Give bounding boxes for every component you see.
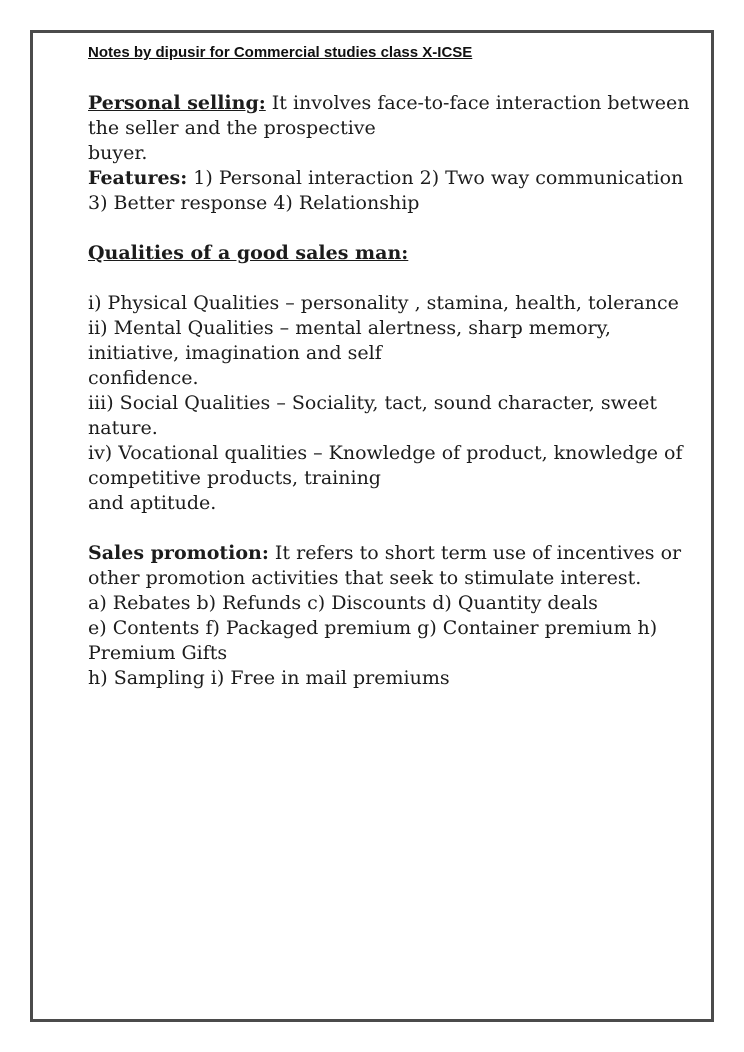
sales-promotion-line-5: Premium Gifts xyxy=(88,642,228,664)
paragraph-qualities xyxy=(88,291,699,516)
paragraph-sales-promotion xyxy=(88,541,699,691)
qualities-line-6: nature. xyxy=(88,417,158,439)
page-content xyxy=(88,44,699,691)
personal-selling-line1-rest: It involves face-to-face interaction between xyxy=(265,92,690,114)
sales-promotion-line-4: e) Contents f) Packaged premium g) Container premium h) xyxy=(88,617,658,639)
heading-qualities xyxy=(88,241,699,266)
qualities-line-5: iii) Social Qualities – Sociality, tact, sound character, sweet xyxy=(88,392,657,414)
paragraph-personal-selling xyxy=(88,91,699,216)
page-border xyxy=(30,30,714,1022)
document-header-title: Notes by dipusir for Commercial studies class X-ICSE xyxy=(88,44,473,61)
features-label: Features: xyxy=(88,167,188,189)
personal-selling-line3: buyer. xyxy=(88,142,148,164)
features-line2: 3) Better response 4) Relationship xyxy=(88,192,420,214)
features-line1-rest: 1) Personal interaction 2) Two way communication xyxy=(187,167,684,189)
qualities-line-3: initiative, imagination and self xyxy=(88,342,382,364)
sales-promotion-label: Sales promotion: xyxy=(88,542,269,564)
sales-promotion-line-3: a) Rebates b) Refunds c) Discounts d) Quantity deals xyxy=(88,592,598,614)
qualities-line-8: competitive products, training xyxy=(88,467,381,489)
personal-selling-label: Personal selling: xyxy=(88,92,266,114)
sales-promotion-line-6: h) Sampling i) Free in mail premiums xyxy=(88,667,450,689)
qualities-line-2: ii) Mental Qualities – mental alertness, sharp memory, xyxy=(88,317,611,339)
sales-promotion-line1-rest: It refers to short term use of incentives or xyxy=(268,542,682,564)
sales-promotion-line-2: other promotion activities that seek to stimulate interest. xyxy=(88,567,642,589)
qualities-line-1: i) Physical Qualities – personality , stamina, health, tolerance xyxy=(88,292,679,314)
qualities-line-7: iv) Vocational qualities – Knowledge of product, knowledge of xyxy=(88,442,683,464)
qualities-heading-text: Qualities of a good sales man: xyxy=(88,242,409,264)
document-body xyxy=(88,91,699,691)
qualities-line-4: confidence. xyxy=(88,367,199,389)
personal-selling-line2: the seller and the prospective xyxy=(88,117,376,139)
qualities-line-9: and aptitude. xyxy=(88,492,217,514)
